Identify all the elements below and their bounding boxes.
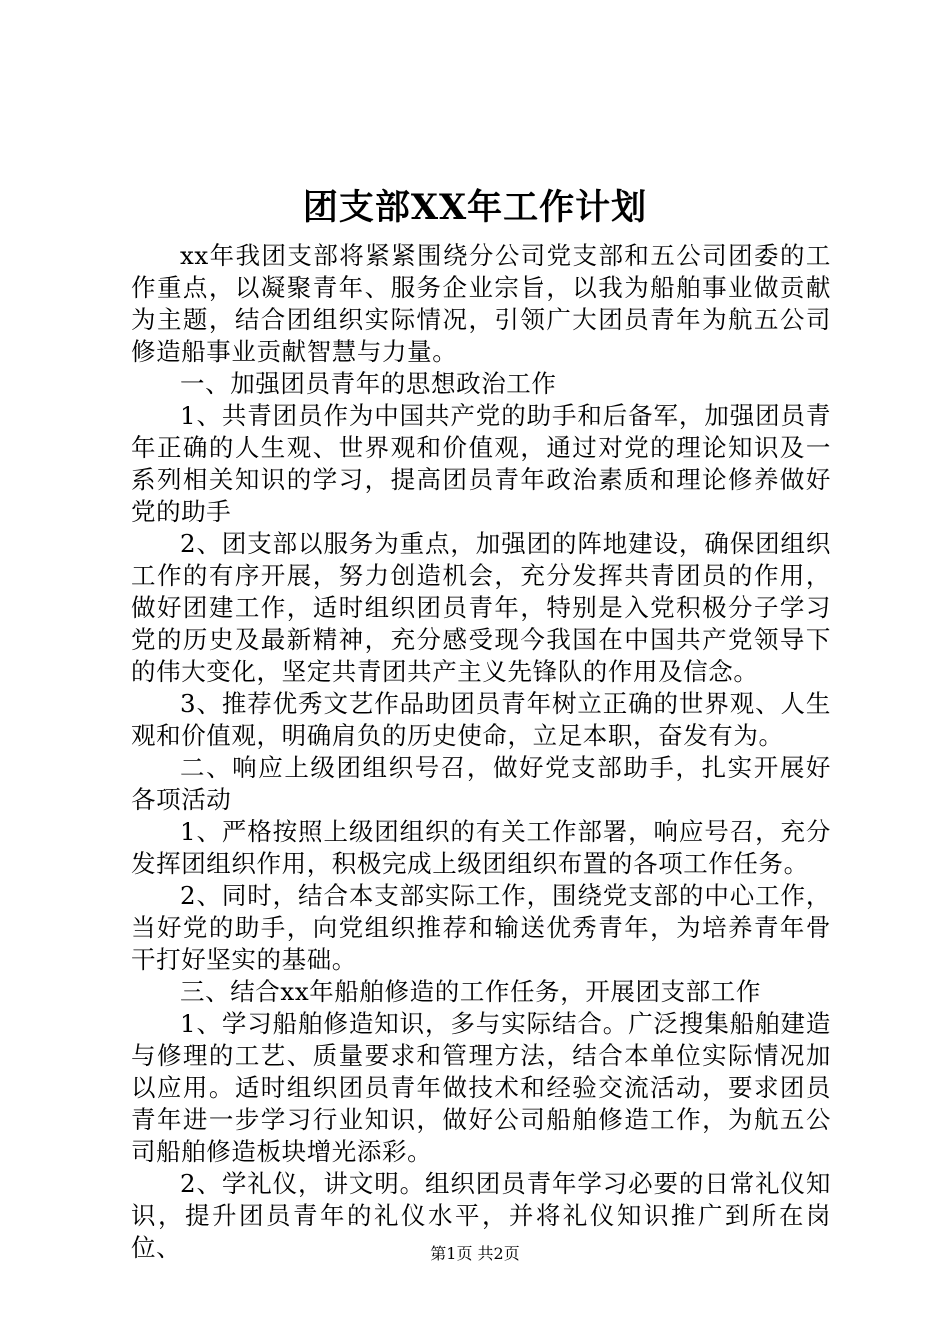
paragraph-3-1: 1、学习船舶修造知识，多与实际结合。广泛搜集船舶建造与修理的工艺、质量要求和管理方法，结合本单位实际情况加以应用。适时组织团员青年做技术和经验交流活动，要求团员青年进一步学习行业知识，做好公司船舶修造工作，为航五公司船舶修造板块增光添彩。 (131, 1009, 831, 1166)
section-heading-3: 三、结合xx年船舶修造的工作任务，开展团支部工作 (180, 977, 762, 1006)
document-title: 团支部XX年工作计划 (302, 187, 648, 228)
section-heading-1: 一、加强团员青年的思想政治工作 (180, 369, 557, 398)
paragraph-2-1: 1、严格按照上级团组织的有关工作部署，响应号召，充分发挥团组织作用，积极完成上级团组织布置的各项工作任务。 (131, 817, 831, 878)
paragraph-intro: xx年我团支部将紧紧围绕分公司党支部和五公司团委的工作重点，以凝聚青年、服务企业宗旨，以我为船舶事业做贡献为主题，结合团组织实际情况，引领广大团员青年为航五公司修造船事业贡献智慧与力量。 (131, 241, 831, 366)
paragraph-1-1: 1、共青团员作为中国共产党的助手和后备军，加强团员青年正确的人生观、世界观和价值观，通过对党的理论知识及一系列相关知识的学习，提高团员青年政治素质和理论修养做好党的助手 (131, 401, 831, 526)
document-body (131, 240, 831, 1264)
paragraph-2-2: 2、同时，结合本支部实际工作，围绕党支部的中心工作，当好党的助手，向党组织推荐和输送优秀青年，为培养青年骨干打好坚实的基础。 (131, 881, 831, 974)
page-footer: 第1页 共2页 (430, 1244, 520, 1263)
section-heading-2: 二、响应上级团组织号召，做好党支部助手，扎实开展好各项活动 (131, 753, 831, 814)
paragraph-1-3: 3、推荐优秀文艺作品助团员青年树立正确的世界观、人生观和价值观，明确肩负的历史使命，立足本职，奋发有为。 (131, 689, 831, 750)
paragraph-3-2: 2、学礼仪，讲文明。组织团员青年学习必要的日常礼仪知识，提升团员青年的礼仪水平，并将礼仪知识推广到所在岗位、 (131, 1169, 831, 1262)
paragraph-1-2: 2、团支部以服务为重点，加强团的阵地建设，确保团组织工作的有序开展，努力创造机会，充分发挥共青团员的作用，做好团建工作，适时组织团员青年，特别是入党积极分子学习党的历史及最新精神，充分感受现今我国在中国共产党领导下的伟大变化，坚定共青团共产主义先锋队的作用及信念。 (131, 529, 831, 686)
